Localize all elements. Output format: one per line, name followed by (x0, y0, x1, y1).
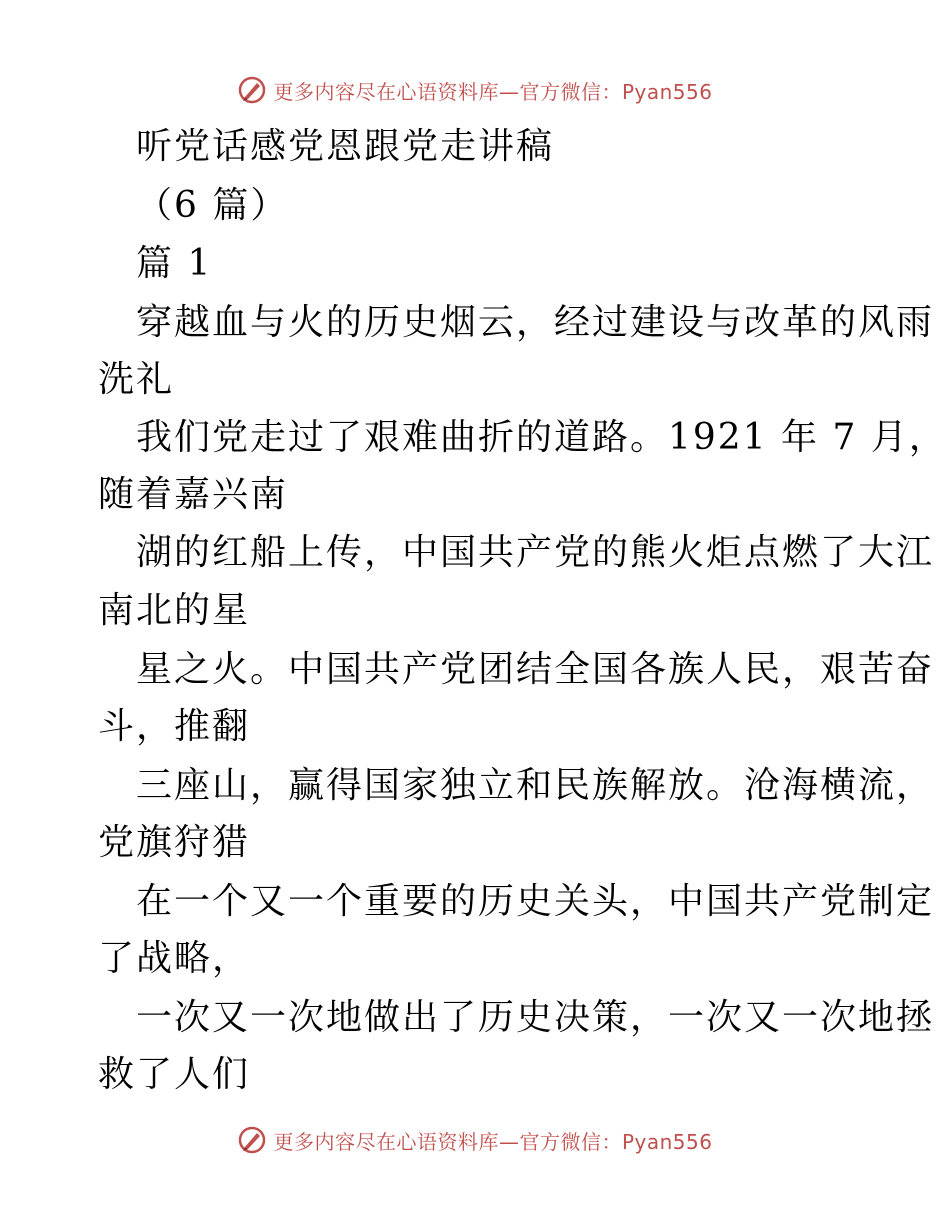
body-line-12: 了战略， (98, 938, 251, 979)
body-line-1: 穿越血与火的历史烟云，经过建设与改革的风雨 (136, 302, 935, 343)
body-line-6: 南北的星 (98, 590, 251, 631)
document-subtitle: （6 篇） (136, 185, 289, 226)
body-line-8: 斗，推翻 (98, 706, 251, 747)
footer-banner (0, 1120, 950, 1160)
body-line-11: 在一个又一个重要的历史关头，中国共产党制定 (136, 881, 935, 922)
body-line-7: 星之火。中国共产党团结全国各族人民，艰苦奋 (136, 649, 935, 690)
header-banner (0, 70, 950, 110)
body-line-14: 救了人们 (98, 1054, 251, 1095)
section-heading: 篇 1 (136, 243, 213, 284)
body-line-5: 湖的红船上传，中国共产党的熊火炬点燃了大江 (136, 532, 935, 573)
body-line-9: 三座山，赢得国家独立和民族解放。沧海横流， (136, 765, 935, 806)
body-line-13: 一次又一次地做出了历史决策，一次又一次地拯 (136, 997, 935, 1038)
pen-logo-icon (237, 75, 267, 105)
body-line-2: 洗礼 (98, 359, 175, 400)
body-line-10: 党旗狩猎 (98, 822, 251, 863)
body-line-4: 随着嘉兴南 (98, 474, 289, 515)
pen-logo-icon (237, 1125, 267, 1155)
footer-banner-text: 更多内容尽在心语资料库—官方微信：Pyan556 (273, 1129, 713, 1154)
document-title: 听党话感党恩跟党走讲稿 (136, 126, 555, 167)
header-banner-text: 更多内容尽在心语资料库—官方微信：Pyan556 (273, 79, 713, 104)
body-line-3: 我们党走过了艰难曲折的道路。1921 年 7 月， (136, 417, 947, 458)
